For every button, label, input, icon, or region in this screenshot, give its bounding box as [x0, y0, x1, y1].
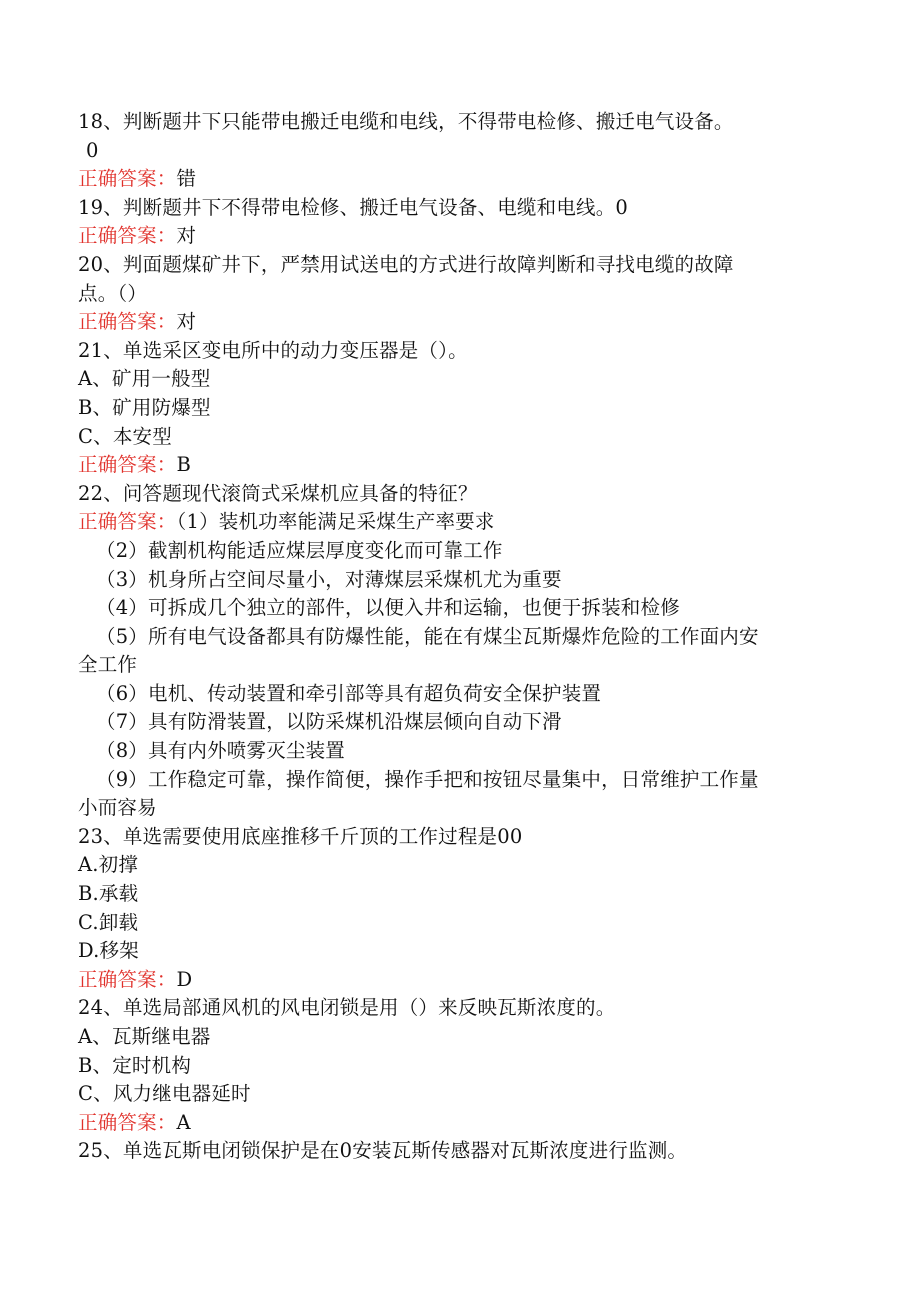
text-line: 23、单选需要使用底座推移千斤顶的工作过程是00	[78, 824, 523, 848]
text-line: C.卸载	[78, 910, 139, 934]
answer-line	[78, 966, 838, 995]
text-line: 点。（）	[78, 281, 148, 305]
text-line: （3）机身所占空间尽量小，对薄煤层采煤机尤为重要	[96, 567, 562, 591]
text-line: B、矿用防爆型	[78, 395, 211, 419]
text-line: A、矿用一般型	[78, 367, 211, 391]
answer-line	[78, 1109, 838, 1138]
text-line: B.承载	[78, 882, 139, 906]
text-line: A.初撑	[78, 853, 139, 877]
answer-line	[78, 222, 838, 251]
answer-line	[78, 165, 838, 194]
text-line: （8）具有内外喷雾灭尘装置	[96, 739, 346, 763]
text-line: 21、单选采区变电所中的动力变压器是（）。	[78, 338, 468, 362]
text-line: 全工作	[78, 653, 138, 677]
document-page	[78, 108, 838, 1166]
text-line: （5）所有电气设备都具有防爆性能，能在有煤尘瓦斯爆炸危险的工作面内安	[96, 624, 759, 648]
answer-label: 正确答案：	[78, 224, 177, 248]
answer-label: 正确答案：	[78, 453, 177, 477]
answer-value: （1）装机功率能满足采煤生产率要求	[176, 510, 495, 534]
answer-line	[78, 508, 838, 537]
text-line: 0	[86, 138, 99, 162]
text-line: （2）截割机构能适应煤层厚度变化而可靠工作	[96, 538, 503, 562]
text-line: 18、判断题井下只能带电搬迁电缆和电线，不得带电检修、搬迁电气设备。	[78, 110, 734, 133]
answer-value: 对	[176, 224, 197, 248]
answer-value: D	[176, 967, 193, 991]
text-line: 25、单选瓦斯电闭锁保护是在0安装瓦斯传感器对瓦斯浓度进行监测。	[78, 1139, 688, 1163]
text-line: C、本安型	[78, 424, 172, 448]
answer-label: 正确答案：	[78, 167, 177, 191]
text-line: （4）可拆成几个独立的部件，以便入井和运输，也便于拆装和检修	[96, 596, 680, 620]
text-line: 22、问答题现代滚筒式采煤机应具备的特征？	[78, 481, 478, 505]
answer-value: A	[176, 1110, 191, 1134]
answer-line	[78, 451, 838, 480]
text-line: B、定时机构	[78, 1053, 192, 1077]
answer-label: 正确答案：	[78, 510, 177, 534]
text-line: 19、判断题井下不得带电检修、搬迁电气设备、电缆和电线。0	[78, 195, 629, 219]
answer-value: 对	[176, 310, 197, 334]
text-line: 24、单选局部通风机的风电闭锁是用（）来反映瓦斯浓度的。	[78, 996, 616, 1020]
text-line: C、风力继电器延时	[78, 1082, 251, 1106]
answer-line	[78, 308, 838, 337]
text-line: （6）电机、传动装置和牵引部等具有超负荷安全保护装置	[96, 681, 602, 705]
answer-label: 正确答案：	[78, 967, 177, 991]
text-line: （9）工作稳定可靠，操作简便，操作手把和按钮尽量集中，日常维护工作量	[96, 767, 759, 791]
text-line: D.移架	[78, 939, 139, 963]
text-line: 20、判面题煤矿井下，严禁用试送电的方式进行故障判断和寻找电缆的故障	[78, 252, 734, 276]
answer-label: 正确答案：	[78, 310, 177, 334]
answer-value: B	[176, 453, 192, 477]
text-line: （7）具有防滑装置，以防采煤机沿煤层倾向自动下滑	[96, 710, 562, 734]
answer-value: 错	[176, 167, 197, 191]
text-line: 小而容易	[78, 796, 157, 820]
text-line: A、瓦斯继电器	[78, 1025, 211, 1048]
answer-label: 正确答案：	[78, 1110, 177, 1134]
